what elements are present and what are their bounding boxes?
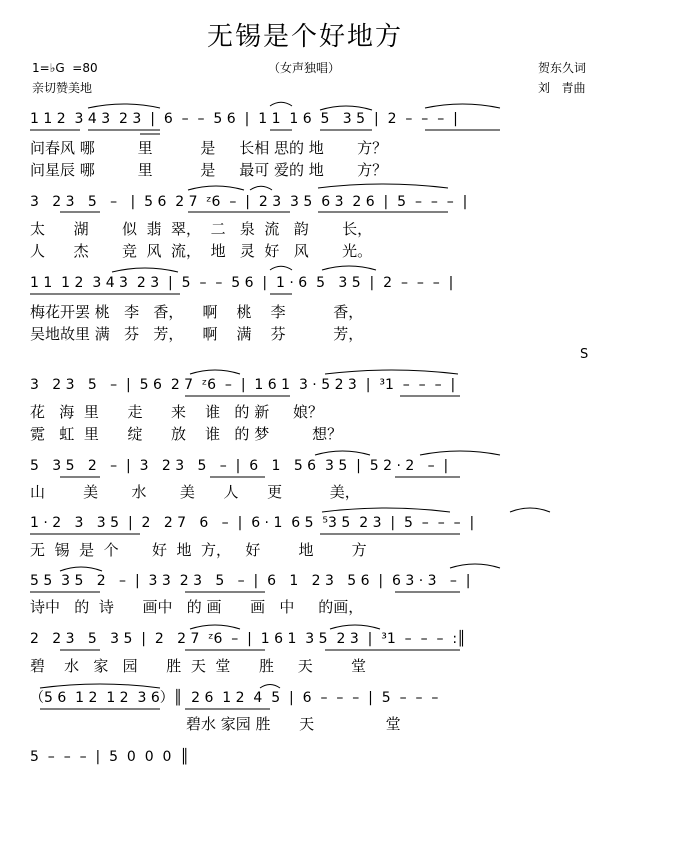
slur-18	[450, 564, 500, 568]
lyric-line-6: 无 锡 是 个 好 地 方， 好 地 方	[30, 541, 367, 559]
slur-14	[420, 451, 500, 455]
song-title: 无锡是个好地方	[207, 22, 404, 52]
slur-13	[315, 451, 370, 455]
slur-9	[270, 266, 292, 270]
lyric-line-8: 碧 水 家 园 胜 天 堂 胜 天 堂	[30, 657, 366, 675]
notation-line-3: 1 1 1 2 3 4 3 2 3 | 5 – – 5 6 | 1 · 6 5 3 5 | 2 – – – |	[30, 275, 454, 291]
lyric-line-4-verse-2: 霓 虹 里 绽 放 谁 的 梦 想？	[30, 425, 343, 443]
lyric-line-4-verse-1: 花 海 里 走 来 谁 的 新 娘？	[30, 403, 324, 421]
slur-4	[425, 104, 500, 108]
key-tempo: 1=♭G =80	[32, 61, 98, 75]
slur-5	[188, 186, 244, 190]
slur-15	[322, 508, 450, 512]
lyric-line-5: 山 美 水 美 人 更 美，	[30, 483, 360, 501]
slur-16	[510, 508, 550, 512]
slur-17	[60, 567, 102, 571]
lyric-line-3-verse-1: 梅花开罢 桃 李 香， 啊 桃 李 香，	[30, 303, 364, 321]
slur-10	[322, 266, 376, 270]
slur-8	[112, 268, 178, 272]
notation-line-7: 5 5 3 5 2 – | 3 3 2 3 5 – | 6 1 2 3 5 6 | 6 3 · 3 – |	[30, 573, 471, 589]
slur-1	[88, 104, 160, 108]
slur-22	[260, 685, 280, 689]
expression-mark: 亲切赞美地	[32, 81, 93, 95]
slur-11	[190, 370, 240, 374]
lyric-line-7: 诗中 的 诗 画中 的 画 画 中 的画，	[30, 598, 364, 616]
lyric-line-3-verse-2: 吴地故里 满 芬 芳， 啊 满 芬 芳，	[30, 325, 364, 343]
notation-line-1: 1 1 2 3 4 3 2 3 | 6 – – 5 6 | 1 1 1 6 5 3 5 | 2 – – – |	[30, 111, 458, 127]
notation-line-4: 3 2 3 5 – | 5 6 2 7 ᶻ6 – | 1 6 1 3 · 5 2 3 | ³1 – – – |	[30, 377, 456, 393]
slur-20	[330, 625, 380, 629]
slur-2	[270, 102, 292, 106]
lyric-line-1-verse-2: 问星辰 哪 里 是 最可 爱的 地 方？	[30, 161, 388, 179]
notation-line-2: 3 2 3 5 – | 5 6 2 7 ᶻ6 – | 2 3 3 5 6 3 2 6 | 5 – – – |	[30, 194, 468, 210]
slur-12	[325, 370, 458, 374]
voice-type: （女声独唱）	[268, 61, 341, 75]
slur-7	[250, 186, 272, 190]
slur-19	[190, 625, 240, 629]
slur-6	[318, 184, 448, 188]
lyric-line-1-verse-1: 问春风 哪 里 是 长相 思的 地 方？	[30, 139, 388, 157]
lyricist-credit: 贺东久词	[538, 61, 587, 75]
lyric-line-2-verse-1: 太 湖 似 翡 翠， 二 泉 流 韵 长，	[30, 220, 373, 238]
notation-line-8: 2 2 3 5 3 5 | 2 2 7 ᶻ6 – | 1 6 1 3 5 2 3 | ³1 – – – :║	[30, 631, 466, 647]
lyric-line-2-verse-2: 人 杰 竞 风 流， 地 灵 好 风 光。	[30, 242, 373, 260]
slur-21	[40, 684, 160, 688]
slur-3	[320, 106, 372, 110]
lyric-line-9: 碧水 家园 胜 天 堂	[186, 715, 401, 733]
notation-line-5: 5 3 5 2 – | 3 2 3 5 – | 6 1 5 6 3 5 | 5 2 · 2 – |	[30, 458, 449, 474]
segno-sign: S	[580, 347, 589, 362]
notation-line-10: 5 – – – | 5 0 0 0 ║	[30, 749, 189, 765]
notation-line-6: 1 · 2 3 3 5 | 2 2 7 6 – | 6 · 1 6 5 ⁵3 5 2 3 | 5 – – – |	[30, 515, 475, 531]
composer-credit: 刘 青曲	[538, 81, 586, 95]
notation-line-9: （5 6 1 2 1 2 3 6）║ 2 6 1 2 4 5 | 6 – – – | 5 – – –	[30, 690, 439, 706]
